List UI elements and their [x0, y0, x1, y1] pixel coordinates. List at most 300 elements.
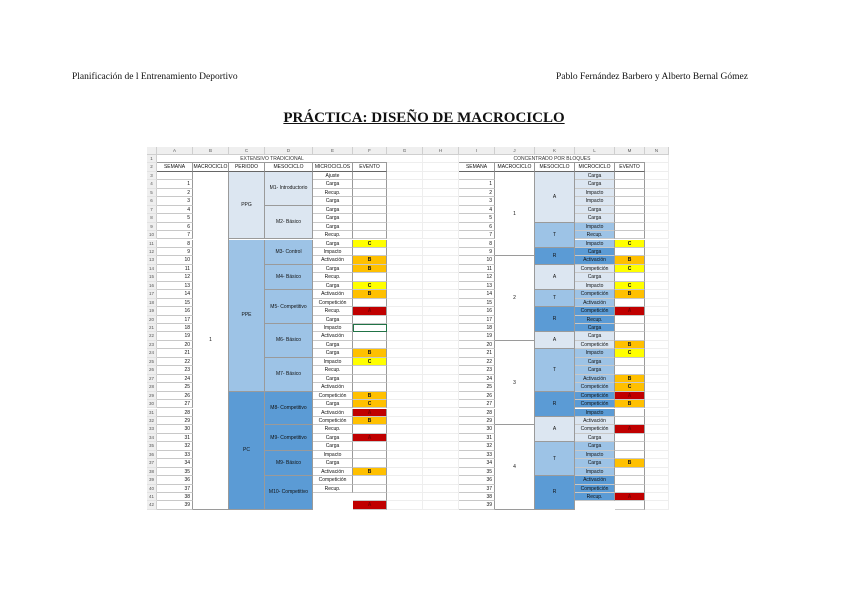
- empty-cell: [423, 409, 459, 417]
- concentrated-week: 10: [459, 256, 495, 264]
- row-number: 8: [147, 214, 157, 222]
- empty-cell: [423, 366, 459, 374]
- concentrated-week: 34: [459, 459, 495, 467]
- concentrated-event-cell: [615, 172, 645, 180]
- traditional-week: 32: [157, 442, 193, 450]
- empty-cell: [387, 485, 423, 493]
- traditional-week: 1: [157, 180, 193, 188]
- concentrated-week: 29: [459, 417, 495, 425]
- empty-cell: [423, 214, 459, 222]
- concentrated-microcycle: Activación: [575, 256, 615, 264]
- row-number: 14: [147, 265, 157, 273]
- empty-cell: [423, 290, 459, 298]
- traditional-event-cell: [353, 214, 387, 222]
- concentrated-week: 30: [459, 425, 495, 433]
- traditional-event: A: [353, 501, 387, 509]
- traditional-event-cell: [353, 273, 387, 281]
- traditional-event-cell: [353, 172, 387, 180]
- empty-cell: [423, 316, 459, 324]
- concentrated-week: 17: [459, 316, 495, 324]
- row-number: 32: [147, 417, 157, 425]
- concentrated-week: 1: [459, 180, 495, 188]
- row-number: 13: [147, 256, 157, 264]
- traditional-week: [157, 172, 193, 180]
- concentrated-microcycle: Recup.: [575, 231, 615, 239]
- traditional-week: 3: [157, 197, 193, 205]
- concentrated-week: 21: [459, 349, 495, 357]
- row-number: 35: [147, 442, 157, 450]
- empty-cell: [423, 206, 459, 214]
- concentrated-week: 12: [459, 273, 495, 281]
- empty-cell: [423, 256, 459, 264]
- concentrated-week: 18: [459, 324, 495, 332]
- concentrated-microcycle: Impacto: [575, 189, 615, 197]
- empty-cell: [645, 273, 669, 281]
- concentrated-week: 14: [459, 290, 495, 298]
- concentrated-event: A: [615, 307, 645, 315]
- traditional-microcycle: Impacto: [313, 451, 353, 459]
- concentrated-week-blank: [459, 172, 495, 180]
- concentrated-event-cell: [615, 366, 645, 374]
- concentrated-mesocycle: A: [535, 417, 575, 442]
- traditional-event-cell: [353, 451, 387, 459]
- concentrated-microcycle: Impacto: [575, 349, 615, 357]
- traditional-event: B: [353, 290, 387, 298]
- traditional-week: 10: [157, 256, 193, 264]
- empty-cell: [645, 223, 669, 231]
- empty-cell: [387, 206, 423, 214]
- traditional-event: B: [353, 468, 387, 476]
- concentrated-microcycle: Competición: [575, 383, 615, 391]
- row-number: 37: [147, 459, 157, 467]
- empty-cell: [645, 248, 669, 256]
- empty-cell: [423, 282, 459, 290]
- traditional-week: 13: [157, 282, 193, 290]
- empty-cell: [387, 358, 423, 366]
- traditional-week: 11: [157, 265, 193, 273]
- empty-cell: [387, 409, 423, 417]
- empty-cell: [387, 375, 423, 383]
- traditional-microcycle: Impacto: [313, 358, 353, 366]
- row-number: 36: [147, 451, 157, 459]
- concentrated-event-cell: [615, 476, 645, 484]
- empty-cell: [387, 383, 423, 391]
- empty-cell: [387, 155, 423, 163]
- empty-cell: [423, 240, 459, 248]
- row-number: 5: [147, 189, 157, 197]
- empty-cell: [387, 307, 423, 315]
- concentrated-week: 6: [459, 223, 495, 231]
- traditional-week: 36: [157, 476, 193, 484]
- row-number: 28: [147, 383, 157, 391]
- empty-cell: [423, 265, 459, 273]
- traditional-event: C: [353, 240, 387, 248]
- concentrated-week: 28: [459, 409, 495, 417]
- row-number: 20: [147, 316, 157, 324]
- concentrated-event-cell: [615, 214, 645, 222]
- concentrated-microcycle: Carga: [575, 172, 615, 180]
- concentrated-event-cell: [615, 409, 645, 417]
- traditional-microcycle: Carga: [313, 214, 353, 222]
- concentrated-mesocycle: R: [535, 476, 575, 510]
- empty-cell: [387, 163, 423, 171]
- empty-cell: [423, 189, 459, 197]
- concentrated-microcycle: Competición: [575, 425, 615, 433]
- traditional-event-cell: [353, 206, 387, 214]
- concentrated-microcycle: Carga: [575, 214, 615, 222]
- traditional-microcycle: Competición: [313, 299, 353, 307]
- empty-cell: [387, 501, 423, 509]
- empty-cell: [645, 197, 669, 205]
- traditional-microcycle: Ajuste: [313, 172, 353, 180]
- traditional-microcycle: Activación: [313, 468, 353, 476]
- concentrated-microcycle: Impacto: [575, 223, 615, 231]
- empty-cell: [423, 476, 459, 484]
- empty-cell: [645, 332, 669, 340]
- traditional-event-cell: [353, 425, 387, 433]
- concentrated-event-cell: [615, 299, 645, 307]
- row-number: 33: [147, 425, 157, 433]
- concentrated-microcycle: Activación: [575, 417, 615, 425]
- empty-cell: [645, 476, 669, 484]
- empty-cell: [423, 442, 459, 450]
- traditional-microcycle: Carga: [313, 180, 353, 188]
- traditional-week: 17: [157, 316, 193, 324]
- traditional-microcycle: Recup.: [313, 366, 353, 374]
- traditional-week: 27: [157, 400, 193, 408]
- traditional-week: 18: [157, 324, 193, 332]
- concentrated-mesocycle: T: [535, 223, 575, 248]
- concentrated-mesocycle: A: [535, 332, 575, 349]
- empty-cell: [645, 358, 669, 366]
- traditional-week: 31: [157, 434, 193, 442]
- concentrated-microcycle: Recup.: [575, 493, 615, 501]
- row-number: 7: [147, 206, 157, 214]
- concentrated-week: 24: [459, 375, 495, 383]
- empty-cell: [423, 163, 459, 171]
- empty-cell: [645, 282, 669, 290]
- traditional-event-cell: [353, 341, 387, 349]
- traditional-event-cell: [353, 223, 387, 231]
- concentrated-microcycle: Activación: [575, 375, 615, 383]
- traditional-week: 28: [157, 409, 193, 417]
- traditional-week: 22: [157, 358, 193, 366]
- row-number: 15: [147, 273, 157, 281]
- empty-cell: [423, 459, 459, 467]
- empty-cell: [645, 155, 669, 163]
- row-number: 39: [147, 476, 157, 484]
- traditional-microcycle: Carga: [313, 375, 353, 383]
- concentrated-event: B: [615, 290, 645, 298]
- traditional-microcycle: Carga: [313, 265, 353, 273]
- concentrated-mesocycle: T: [535, 349, 575, 391]
- traditional-event-cell: [353, 476, 387, 484]
- row-number: 24: [147, 349, 157, 357]
- concentrated-event: C: [615, 349, 645, 357]
- concentrated-event-cell: [615, 197, 645, 205]
- empty-cell: [423, 180, 459, 188]
- traditional-week: 25: [157, 383, 193, 391]
- traditional-microcycle: Carga: [313, 197, 353, 205]
- traditional-mesocycle: M3- Control: [265, 240, 313, 265]
- empty-cell: [645, 392, 669, 400]
- empty-cell: [423, 358, 459, 366]
- empty-cell: [645, 299, 669, 307]
- concentrated-microcycle: Carga: [575, 206, 615, 214]
- row-number: 19: [147, 307, 157, 315]
- empty-cell: [387, 442, 423, 450]
- traditional-week: 12: [157, 273, 193, 281]
- concentrated-section-title: CONCENTRADO POR BLOQUES: [459, 155, 645, 163]
- concentrated-mesocycle: R: [535, 392, 575, 417]
- empty-cell: [423, 451, 459, 459]
- empty-cell: [645, 189, 669, 197]
- column-letter: A: [157, 147, 193, 155]
- empty-cell: [387, 332, 423, 340]
- concentrated-event-cell: [615, 206, 645, 214]
- traditional-microcycle: Activación: [313, 332, 353, 340]
- empty-cell: [387, 476, 423, 484]
- concentrated-microcycle: Carga: [575, 442, 615, 450]
- concentrated-week: 37: [459, 485, 495, 493]
- traditional-microcycle: Activación: [313, 290, 353, 298]
- traditional-event-cell: [353, 485, 387, 493]
- concentrated-week: 20: [459, 341, 495, 349]
- concentrated-microcycle: Carga: [575, 332, 615, 340]
- concentrated-week: 38: [459, 493, 495, 501]
- concentrated-event-cell: [615, 332, 645, 340]
- concentrated-event-cell: [615, 434, 645, 442]
- empty-cell: [387, 425, 423, 433]
- concentrated-microcycle: Competición: [575, 392, 615, 400]
- traditional-period: PPG: [229, 172, 265, 240]
- concentrated-header: MACROCICLO: [495, 163, 535, 171]
- empty-cell: [423, 223, 459, 231]
- empty-cell: [423, 155, 459, 163]
- empty-cell: [387, 392, 423, 400]
- empty-cell: [423, 324, 459, 332]
- traditional-event: C: [353, 282, 387, 290]
- concentrated-microcycle: Competición: [575, 400, 615, 408]
- empty-cell: [387, 240, 423, 248]
- row-number: 12: [147, 248, 157, 256]
- concentrated-event: A: [615, 425, 645, 433]
- empty-cell: [423, 349, 459, 357]
- row-number: 40: [147, 485, 157, 493]
- traditional-section-title: EXTENSIVO TRADICIONAL: [157, 155, 387, 163]
- column-letter: D: [265, 147, 313, 155]
- traditional-mesocycle: M4- Básico: [265, 265, 313, 290]
- empty-cell: [645, 425, 669, 433]
- traditional-week: 2: [157, 189, 193, 197]
- empty-cell: [387, 248, 423, 256]
- traditional-header: PERIODO: [229, 163, 265, 171]
- row-number: 38: [147, 468, 157, 476]
- empty-cell: [423, 400, 459, 408]
- traditional-event-cell: [353, 366, 387, 374]
- concentrated-header: SEMANA: [459, 163, 495, 171]
- concentrated-mesocycle: T: [535, 290, 575, 307]
- empty-cell: [387, 282, 423, 290]
- empty-cell: [645, 375, 669, 383]
- traditional-week: 37: [157, 485, 193, 493]
- concentrated-event: B: [615, 459, 645, 467]
- concentrated-microcycle: Competición: [575, 341, 615, 349]
- column-letter: H: [423, 147, 459, 155]
- concentrated-week: 26: [459, 392, 495, 400]
- traditional-event-cell: [353, 197, 387, 205]
- traditional-week: 9: [157, 248, 193, 256]
- empty-cell: [423, 341, 459, 349]
- traditional-microcycle: Competición: [313, 476, 353, 484]
- concentrated-event: B: [615, 256, 645, 264]
- empty-cell: [645, 349, 669, 357]
- concentrated-header: EVENTO: [615, 163, 645, 171]
- traditional-event-cell: [353, 180, 387, 188]
- traditional-event-cell: [353, 442, 387, 450]
- traditional-event: C: [353, 400, 387, 408]
- concentrated-event-cell: [615, 189, 645, 197]
- traditional-event-cell: [353, 189, 387, 197]
- concentrated-week: 13: [459, 282, 495, 290]
- concentrated-week: 15: [459, 299, 495, 307]
- empty-cell: [423, 307, 459, 315]
- concentrated-microcycle: Activación: [575, 476, 615, 484]
- concentrated-microcycle: Impacto: [575, 468, 615, 476]
- traditional-event-cell: [353, 231, 387, 239]
- column-letter: F: [353, 147, 387, 155]
- traditional-event-cell: [353, 332, 387, 340]
- concentrated-header: MICROCICLO: [575, 163, 615, 171]
- concentrated-event-cell: [615, 417, 645, 425]
- sheet-corner: [147, 147, 157, 155]
- concentrated-microcycle: Carga: [575, 324, 615, 332]
- empty-cell: [423, 417, 459, 425]
- concentrated-event: B: [615, 400, 645, 408]
- empty-cell: [645, 206, 669, 214]
- row-number: 34: [147, 434, 157, 442]
- concentrated-macrocycle: 2: [495, 256, 535, 341]
- traditional-event: B: [353, 265, 387, 273]
- concentrated-event-cell: [615, 324, 645, 332]
- traditional-event-cell: [353, 375, 387, 383]
- concentrated-week: 11: [459, 265, 495, 273]
- empty-cell: [387, 349, 423, 357]
- traditional-event-cell: [353, 383, 387, 391]
- concentrated-macrocycle: 3: [495, 341, 535, 426]
- traditional-event: A: [353, 434, 387, 442]
- traditional-mesocycle: M6- Básico: [265, 324, 313, 358]
- empty-cell: [423, 425, 459, 433]
- concentrated-event-cell: [615, 223, 645, 231]
- traditional-microcycle: Carga: [313, 206, 353, 214]
- concentrated-week: 27: [459, 400, 495, 408]
- traditional-event: B: [353, 417, 387, 425]
- traditional-microcycle: Recup.: [313, 231, 353, 239]
- concentrated-macrocycle: 4: [495, 425, 535, 510]
- traditional-mesocycle: M9- Básico: [265, 451, 313, 476]
- concentrated-week: 35: [459, 468, 495, 476]
- row-number: 16: [147, 282, 157, 290]
- empty-cell: [423, 468, 459, 476]
- concentrated-week: 22: [459, 358, 495, 366]
- row-number: 42: [147, 501, 157, 509]
- row-number: 31: [147, 409, 157, 417]
- column-letter: L: [575, 147, 615, 155]
- empty-cell: [387, 493, 423, 501]
- empty-cell: [645, 485, 669, 493]
- traditional-mesocycle: M9- Competitivo: [265, 425, 313, 450]
- concentrated-week: 32: [459, 442, 495, 450]
- concentrated-microcycle: Carga: [575, 180, 615, 188]
- traditional-microcycle: Activación: [313, 409, 353, 417]
- empty-cell: [423, 231, 459, 239]
- concentrated-microcycle: Competición: [575, 265, 615, 273]
- concentrated-week: 19: [459, 332, 495, 340]
- traditional-period: PPE: [229, 240, 265, 392]
- empty-cell: [645, 501, 669, 509]
- concentrated-event-cell: [615, 442, 645, 450]
- empty-cell: [645, 256, 669, 264]
- row-number: 2: [147, 163, 157, 171]
- row-number: 17: [147, 290, 157, 298]
- row-number: 30: [147, 400, 157, 408]
- concentrated-week: 5: [459, 214, 495, 222]
- traditional-week: 8: [157, 240, 193, 248]
- row-number: 29: [147, 392, 157, 400]
- row-number: 26: [147, 366, 157, 374]
- empty-cell: [387, 451, 423, 459]
- concentrated-event-cell: [615, 358, 645, 366]
- concentrated-week: 16: [459, 307, 495, 315]
- concentrated-week: 9: [459, 248, 495, 256]
- concentrated-mesocycle: R: [535, 307, 575, 332]
- traditional-mesocycle: M8- Competitivo: [265, 392, 313, 426]
- traditional-header: SEMANA: [157, 163, 193, 171]
- empty-cell: [423, 434, 459, 442]
- traditional-microcycle: Recup.: [313, 485, 353, 493]
- concentrated-event-cell: [615, 316, 645, 324]
- concentrated-mesocycle: A: [535, 265, 575, 290]
- column-letter: I: [459, 147, 495, 155]
- empty-cell: [645, 366, 669, 374]
- column-letter: E: [313, 147, 353, 155]
- empty-cell: [645, 434, 669, 442]
- row-number: 25: [147, 358, 157, 366]
- traditional-week: 21: [157, 349, 193, 357]
- traditional-header: MICROCICLOS: [313, 163, 353, 171]
- concentrated-microcycle: Competición: [575, 290, 615, 298]
- traditional-week: 29: [157, 417, 193, 425]
- empty-cell: [645, 459, 669, 467]
- traditional-week: 14: [157, 290, 193, 298]
- column-letter: J: [495, 147, 535, 155]
- traditional-macrocycle: 1: [193, 172, 229, 510]
- traditional-week: 15: [157, 299, 193, 307]
- empty-cell: [645, 400, 669, 408]
- traditional-mesocycle: M1- Introductorio: [265, 172, 313, 206]
- traditional-microcycle: Competición: [313, 392, 353, 400]
- traditional-header: MESOCICLO: [265, 163, 313, 171]
- traditional-week: 33: [157, 451, 193, 459]
- row-number: 9: [147, 223, 157, 231]
- empty-cell: [645, 417, 669, 425]
- empty-cell: [645, 214, 669, 222]
- empty-cell: [645, 383, 669, 391]
- empty-cell: [645, 307, 669, 315]
- traditional-event-cell: [353, 299, 387, 307]
- empty-cell: [423, 273, 459, 281]
